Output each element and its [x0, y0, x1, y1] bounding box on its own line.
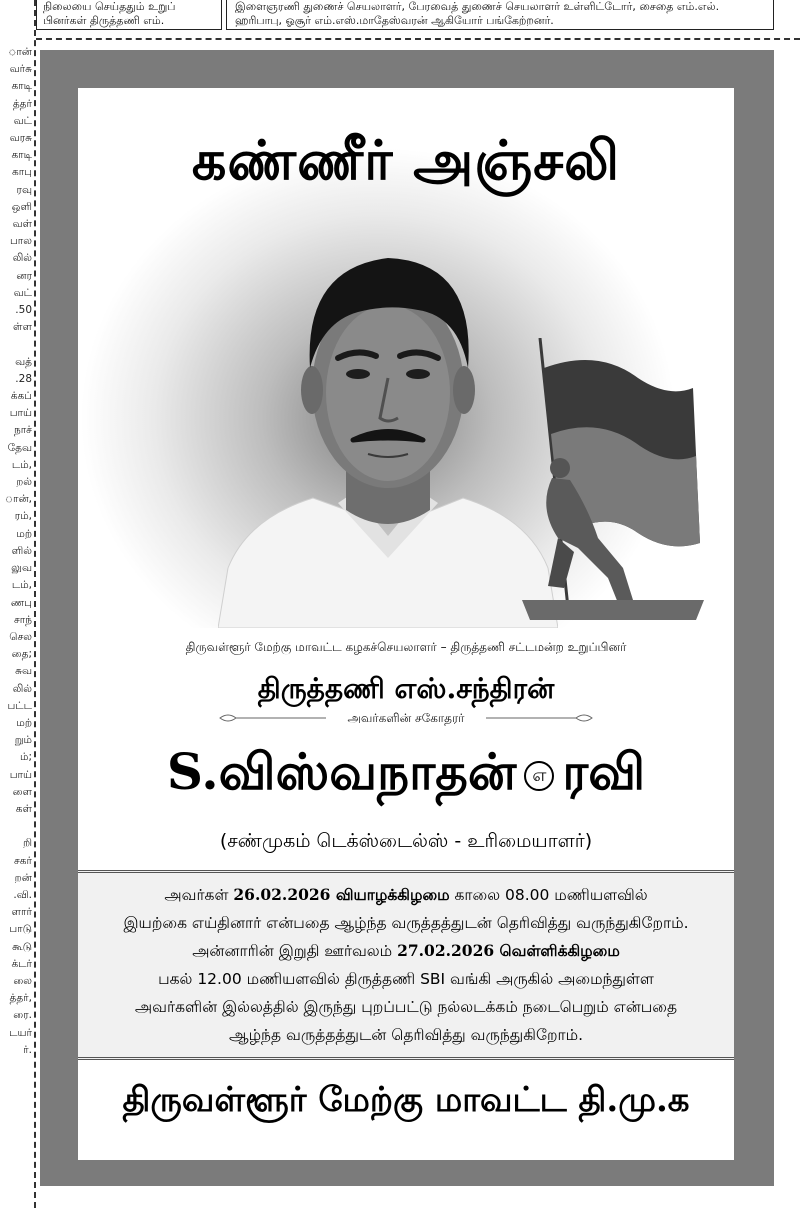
left-column-line: ளார் [11, 906, 32, 919]
left-column-line: .28 [15, 372, 32, 385]
left-column-line [0, 336, 32, 353]
footer-organization: திருவள்ளூர் மேற்கு மாவட்ட தி.மு.க [122, 1080, 690, 1120]
left-column-line: பட்ட [7, 699, 32, 712]
left-column-line: வட் [13, 114, 32, 127]
left-column-line: செல [9, 630, 32, 643]
message-line-1 [78, 883, 734, 907]
top-right-article-fragment [226, 0, 774, 30]
left-column-line: ரவு [16, 183, 32, 196]
left-column-line: நாச் [13, 424, 32, 437]
message-line-5: அவர்களின் இல்லத்தில் இருந்து புறப்பட்டு நல்லடக்கம் நடைபெறும் என்பதை [134, 998, 678, 1016]
left-column-line: கூடு [12, 940, 32, 953]
left-column-article-fragment [0, 44, 32, 1194]
left-column-line: டம், [11, 579, 32, 592]
left-column-line: .50 [15, 304, 32, 317]
left-column-line: லில் [12, 252, 32, 265]
left-column-line: ஒளி [11, 200, 32, 213]
left-column-line: மற் [16, 716, 32, 729]
left-column-line: றல் [16, 476, 32, 489]
left-column-line: பாய் [9, 407, 32, 420]
death-date: 26.02.2026 வியாழக்கிழமை [233, 885, 450, 904]
left-column-line: சாந் [13, 613, 32, 626]
left-column-line: வள் [12, 218, 32, 231]
obituary-card [78, 88, 734, 1160]
left-column-line: டயர் [9, 1026, 32, 1039]
portrait-photo [218, 218, 558, 628]
left-column-line: லில் [12, 682, 32, 695]
left-column-line: கள் [15, 802, 32, 815]
left-column-line: வத் [15, 355, 32, 368]
left-column-line: பால [9, 235, 32, 248]
deceased-alias: ரவி [562, 742, 646, 801]
left-column-line: வர்சு [9, 63, 32, 76]
left-column-line: க்கப் [10, 390, 32, 403]
left-column-line: த்தர் [12, 97, 32, 110]
left-column-line: ம்; [20, 751, 32, 764]
left-column-line: சகர் [13, 854, 32, 867]
left-column-line: வட் [13, 286, 32, 299]
message-text: அவர்கள் [164, 886, 234, 904]
left-column-line: லுவ [11, 562, 32, 575]
leader-name: திருத்தணி எஸ்.சந்திரன் [257, 672, 555, 705]
left-column-line: .வி. [13, 888, 32, 901]
leader-designation: திருவள்ளூர் மேற்கு மாவட்ட கழகச்செயலாளர் – திருத்தணி சட்டமன்ற உறுப்பினர் [185, 640, 627, 654]
left-column-line: ளை [12, 785, 32, 798]
left-column-line: த்தர், [9, 992, 32, 1005]
kneeling-flag-statue-image [518, 338, 708, 623]
relation-text: அவர்களின் சகோதரர் [347, 711, 465, 725]
left-column-line: தேவ [7, 441, 32, 454]
left-column-line: ான் [8, 46, 32, 58]
left-column-line: ரம், [14, 510, 32, 523]
message-line-4: பகல் 12.00 மணியளவில் திருத்தணி SBI வங்கி அருகில் அமைந்துள்ள [158, 970, 654, 988]
message-line-2: இயற்கை எய்தினார் என்பதை ஆழ்ந்த வருத்தத்துடன் தெரிவித்து வருந்துகிறோம். [123, 914, 689, 932]
left-column-line: டம், [11, 458, 32, 471]
article-line: ஹரிபாபு, ஓசூர் எம்.எஸ்.மாதேஸ்வரன் ஆகியோர் பங்கேற்றனர். [235, 14, 554, 27]
left-column-line: னர [16, 269, 32, 282]
left-column-line: றி [22, 837, 32, 850]
article-line: நிலையை செய்ததும் உறுப் [43, 0, 176, 13]
message-text: அன்னாரின் இறுதி ஊர்வலம் [192, 942, 398, 960]
alias-marker: எ [524, 761, 554, 791]
horizontal-dashed-divider [36, 38, 800, 40]
left-column-line: காடி [11, 149, 32, 162]
left-column-line [0, 818, 32, 835]
left-column-line: றும் [14, 734, 32, 747]
left-column-line: க்டர் [11, 957, 32, 970]
left-column-line: காடி [11, 80, 32, 93]
business-title: (சண்முகம் டெக்ஸ்டைல்ஸ் - உரிமையாளர்) [219, 830, 593, 852]
left-column-line: ளில் [11, 544, 32, 557]
procession-date: 27.02.2026 வெள்ளிக்கிழமை [397, 941, 620, 960]
left-column-line: றன் [14, 871, 32, 884]
left-column-line: தை; [11, 648, 32, 661]
article-line: பினர்கள் திருத்தணி எம். [43, 14, 165, 27]
newspaper-top-strip [0, 0, 800, 36]
vertical-dashed-divider [34, 0, 36, 1208]
top-left-article-fragment [36, 0, 222, 30]
left-column-line: பாடு [9, 923, 32, 936]
headline-tribute: கண்ணீர் அஞ்சலி [191, 128, 621, 192]
left-column-line: காபு [11, 166, 32, 179]
left-column-line: வரசு [9, 132, 32, 145]
left-column-line: ள்ள [13, 321, 32, 334]
message-text: காலை 08.00 மணியளவில் [449, 886, 648, 904]
left-column-line: லை [13, 974, 32, 987]
deceased-name: S.விஸ்வநாதன் [166, 742, 517, 801]
left-column-line: பாய் [9, 768, 32, 781]
left-column-line: ரை. [13, 1009, 32, 1022]
left-column-line: மற் [16, 527, 32, 540]
message-line-6: ஆழ்ந்த வருத்தத்துடன் தெரிவித்து வருந்துகிறோம். [228, 1026, 584, 1044]
article-line: இளைஞரணி துணைச் செயலாளர், பேரவைத் துணைச் செயலாளர் உள்ளிட்டோர், சைதை எம்.எல். [235, 0, 720, 13]
left-column-line: ர். [23, 1043, 32, 1056]
deceased-name-line [78, 736, 734, 808]
left-column-line: ணபு [10, 596, 32, 609]
left-column-line: ான், [4, 493, 32, 506]
message-line-3 [78, 939, 734, 963]
left-column-line: சுவ [15, 665, 32, 678]
message-band [78, 870, 734, 1060]
